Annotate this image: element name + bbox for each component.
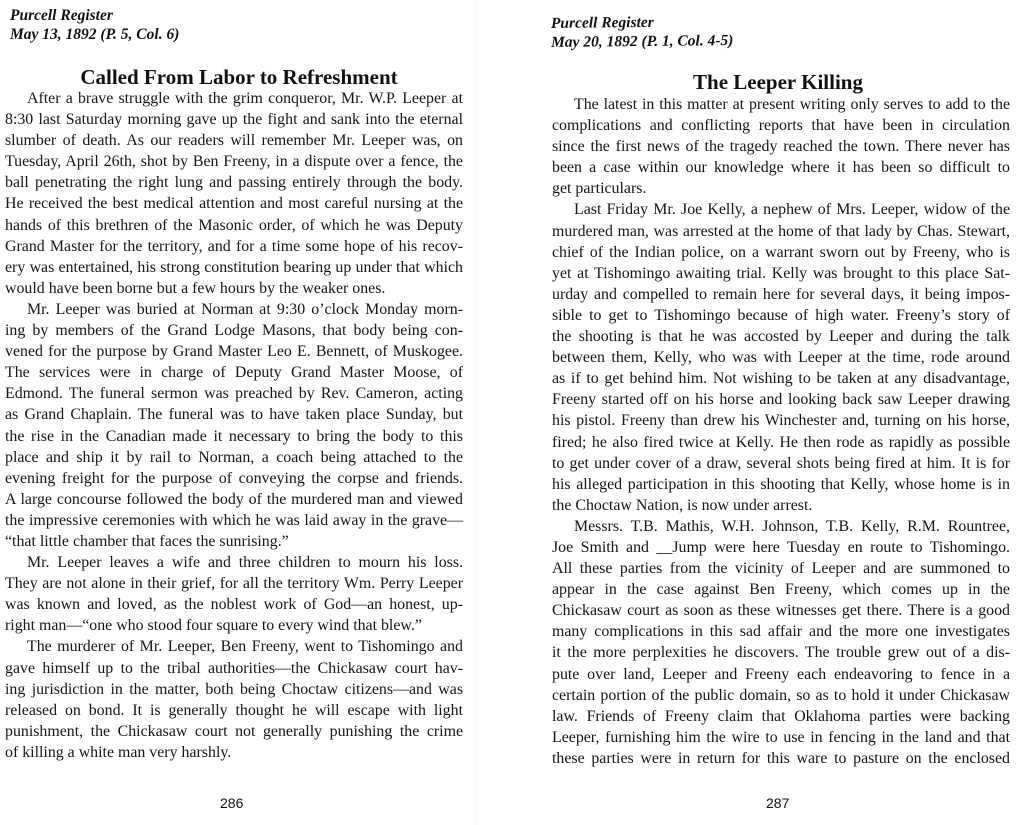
text-line: ery was entertained, his strong constitution bearing up under that which bbox=[5, 258, 463, 276]
text-line: appear in the case against Ben Freeny, which comes up in the bbox=[552, 581, 1010, 599]
text-line: of killing a white man very harshly. bbox=[5, 743, 232, 761]
text-line: Leeper, furnishing him the wire to use in fencing in the land and that bbox=[552, 728, 1010, 746]
text-line: vened for the purpose by Grand Master Leo E. Bennett, of Muskogee. bbox=[5, 343, 463, 361]
text-line: ball penetrating the right lung and passing entirely through the body. bbox=[5, 174, 463, 192]
text-line: the rise in the Canadian made it necessary to bring the body to this bbox=[5, 427, 463, 445]
text-line: the Choctaw Nation, is now under arrest. bbox=[552, 496, 813, 514]
text-line: sible to get to Tishomingo because of high water. Freeny’s story of bbox=[552, 306, 1010, 324]
text-line: the shooting is that he was accosted by Leeper and during the talk bbox=[552, 328, 1010, 346]
text-line: Edmond. The funeral sermon was preached by Rev. Cameron, acting bbox=[5, 385, 463, 403]
left-page bbox=[0, 0, 478, 825]
text-line: since the first news of the tragedy reached the town. There never has bbox=[552, 138, 1010, 156]
text-line: to get under cover of a draw, several shots being fired at him. It is for bbox=[552, 454, 1010, 472]
text-line: as if to get behind him. Not wishing to be taken at any disadvantage, bbox=[552, 370, 1010, 388]
text-line: as Grand Chaplain. The funeral was to have taken place Sunday, but bbox=[5, 406, 463, 424]
text-line: urday and compelled to remain here for several days, it being impos- bbox=[552, 285, 1010, 303]
text-line: hands of this brethren of the Masonic order, of which he was Deputy bbox=[5, 216, 463, 234]
article-title: Called From Labor to Refreshment bbox=[80, 65, 398, 89]
text-line: Mr. Leeper was buried at Norman at 9:30 o’clock Monday morn- bbox=[27, 300, 463, 318]
text-line: right man—“one who stood four square to every wind that blew.” bbox=[5, 617, 422, 635]
newspaper-date: May 20, 1892 (P. 1, Col. 4-5) bbox=[551, 32, 734, 51]
text-line: fired; he also fired twice at Kelly. He then rode as rapidly as possible bbox=[552, 433, 1010, 451]
page-number: 286 bbox=[220, 795, 244, 811]
text-line: They are not alone in their grief, for all the territory Wm. Perry Leeper bbox=[5, 575, 463, 593]
text-line: his pistol. Freeny than drew his Winchester and, turning on his horse, bbox=[552, 412, 1010, 430]
text-line: He received the best medical attention and most careful nursing at the bbox=[5, 195, 463, 213]
text-line: between them, Kelly, who was with Leeper at the time, rode around bbox=[552, 349, 1010, 367]
article-body bbox=[5, 88, 463, 763]
article-title: The Leeper Killing bbox=[693, 70, 863, 94]
newspaper-date: May 13, 1892 (P. 5, Col. 6) bbox=[10, 26, 180, 43]
text-line: Chickasaw court as soon as these witnesses get there. There is a good bbox=[552, 602, 1010, 620]
text-line: Mr. Leeper leaves a wife and three children to mourn his loss. bbox=[27, 554, 463, 572]
text-line: his alleged participation in this shooting that Kelly, whose home is in bbox=[552, 475, 1010, 493]
text-line: Grand Master for the territory, and for a time some hope of his recov- bbox=[5, 237, 463, 255]
text-line: these parties were in return for this ware to pasture on the enclosed bbox=[552, 749, 1010, 767]
text-line: “that little chamber that faces the sunrising.” bbox=[5, 532, 289, 550]
text-line: ing jurisdiction in the matter, both being Choctaw citizens—and was bbox=[5, 680, 463, 698]
text-line: Freeny started off on his horse and looking back saw Leeper drawing bbox=[552, 391, 1010, 409]
text-line: slumber of death. As our readers will remember Mr. Leeper was, on bbox=[5, 132, 463, 150]
newspaper-citation bbox=[10, 6, 179, 44]
right-page bbox=[478, 0, 1024, 825]
text-line: been a case within our knowledge where it has been so difficult to bbox=[552, 159, 1010, 177]
text-line: place and ship it by rail to Norman, a coach being attached to the bbox=[5, 448, 463, 466]
text-line: chief of the Indian police, on a warrant sworn out by Freeny, who is bbox=[552, 243, 1010, 261]
text-line: All these parties from the vicinity of Leeper and are summoned to bbox=[552, 560, 1010, 578]
text-line: released on bond. It is generally thought he will escape with light bbox=[5, 701, 463, 719]
text-line: Messrs. T.B. Mathis, W.H. Johnson, T.B. Kelly, R.M. Rountree, bbox=[574, 517, 1010, 535]
text-line: certain portion of the public domain, so as to hold it under Chickasaw bbox=[552, 686, 1010, 704]
text-line: was known and loved, as the noblest work of God—an honest, up- bbox=[5, 596, 463, 614]
text-line: Tuesday, April 26th, shot by Ben Freeny, in a dispute over a fence, the bbox=[5, 153, 463, 171]
text-line: yet at Tishomingo awaiting trial. Kelly was brought to this place Sat- bbox=[552, 264, 1010, 282]
text-line: The latest in this matter at present writing only serves to add to the bbox=[574, 96, 1010, 113]
text-line: get particulars. bbox=[552, 180, 647, 198]
text-line: Last Friday Mr. Joe Kelly, a nephew of Mrs. Leeper, widow of the bbox=[574, 201, 1010, 219]
text-line: it the more perplexities he discovers. The trouble grew out of a dis- bbox=[552, 644, 1010, 662]
text-line: The services were in charge of Deputy Grand Master Moose, of bbox=[5, 364, 463, 382]
text-line: ing by members of the Grand Lodge Masons, that body being con- bbox=[5, 322, 463, 340]
text-line: the impressive ceremonies with which he was laid away in the grave— bbox=[5, 511, 463, 529]
newspaper-name: Purcell Register bbox=[550, 13, 654, 32]
text-line: The murderer of Mr. Leeper, Ben Freeny, went to Tishomingo and bbox=[27, 638, 463, 656]
text-line: law. Friends of Freeny claim that Oklahoma parties were backing bbox=[552, 707, 1010, 725]
text-line: complications and conflicting reports that have been in circulation bbox=[552, 117, 1010, 135]
newspaper-name: Purcell Register bbox=[10, 7, 113, 24]
text-line: Joe Smith and __Jump were here Tuesday en route to Tishomingo. bbox=[552, 538, 1010, 556]
text-line: A large concourse followed the body of the murdered man and viewed bbox=[5, 490, 463, 508]
text-line: punishment, the Chickasaw court not generally punishing the crime bbox=[5, 722, 463, 740]
text-line: many complications in this sad affair and the more one investigates bbox=[552, 623, 1010, 641]
page-number: 287 bbox=[766, 795, 790, 811]
article-body bbox=[552, 94, 1010, 769]
text-line: murdered man, was arrested at the home of that lady by Chas. Stewart, bbox=[552, 222, 1010, 240]
text-line: gave himself up to the tribal authorities—the Chickasaw court hav- bbox=[5, 659, 463, 677]
text-line: would have been borne but a few hours by the weaker ones. bbox=[5, 279, 386, 297]
newspaper-citation bbox=[551, 12, 734, 52]
text-line: After a brave struggle with the grim conqueror, Mr. W.P. Leeper at bbox=[27, 90, 463, 107]
text-line: evening freight for the purpose of conveying the corpse and friends. bbox=[5, 469, 463, 487]
text-line: 8:30 last Saturday morning gave up the fight and sank into the eternal bbox=[5, 111, 463, 129]
text-line: pute over land, Leeper and Freeny each endeavoring to fence in a bbox=[552, 665, 1010, 683]
